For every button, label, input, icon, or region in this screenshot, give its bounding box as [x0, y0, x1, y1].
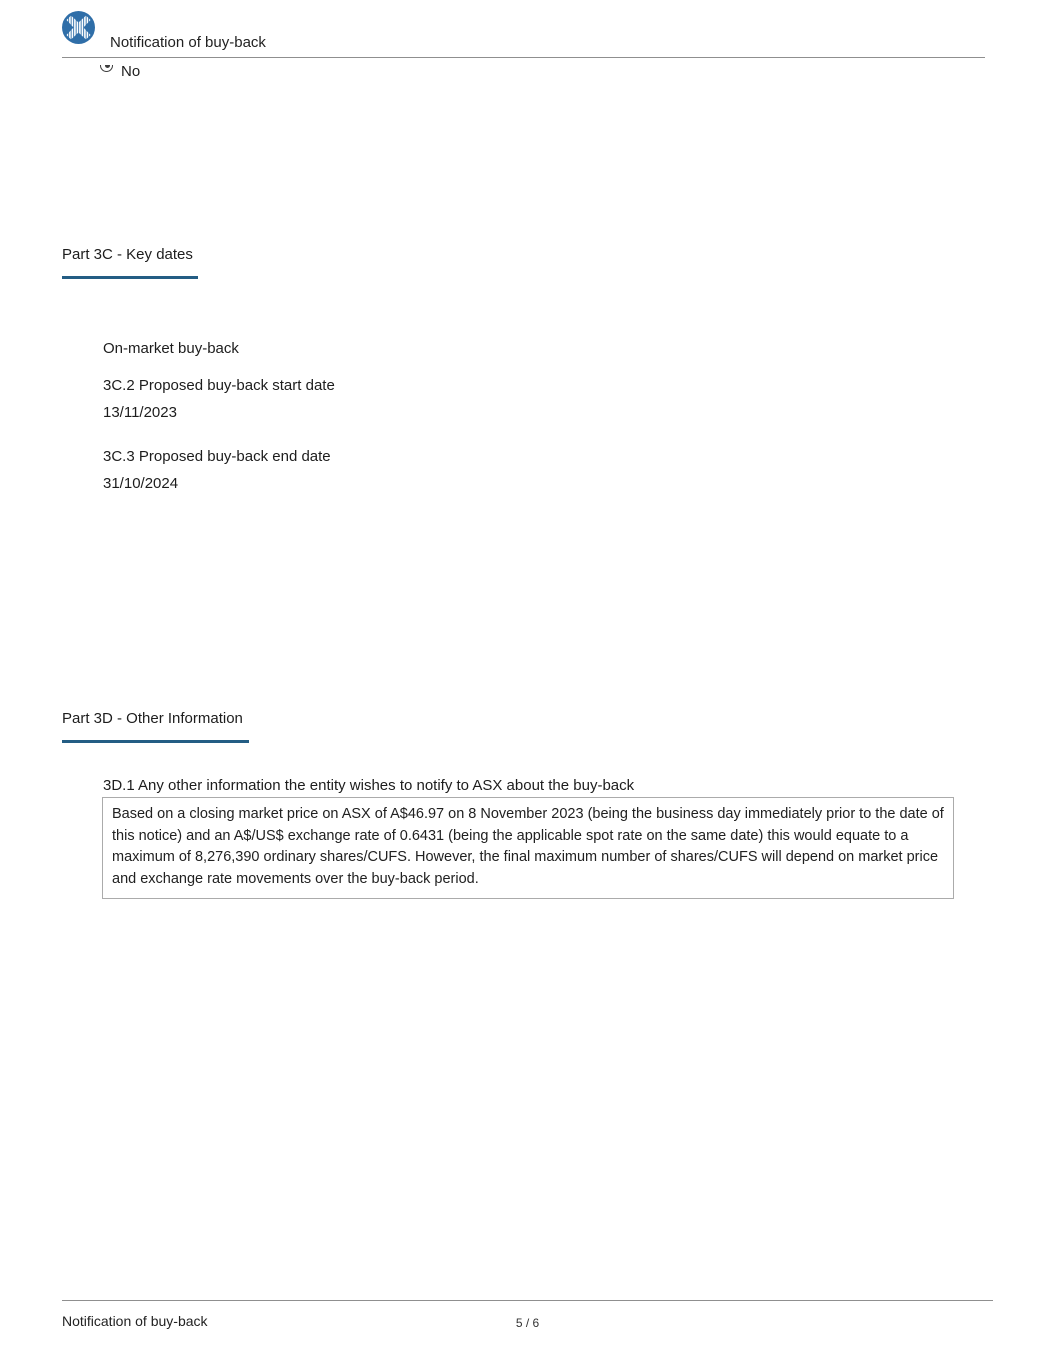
question-label-3d1: 3D.1 Any other information the entity wishes to notify to ASX about the buy-back [103, 777, 635, 794]
section-title-3c: Part 3C - Key dates [62, 246, 193, 263]
field-label-end-date: 3C.3 Proposed buy-back end date [103, 448, 331, 465]
section-title-3d: Part 3D - Other Information [62, 710, 243, 727]
header-divider [62, 57, 985, 58]
radio-option-no[interactable] [100, 63, 140, 80]
page-title: Notification of buy-back [110, 34, 266, 51]
field-value-end-date: 31/10/2024 [103, 475, 179, 492]
section-underline-3c [62, 276, 198, 279]
radio-option-label: No [121, 63, 141, 80]
buyback-type-label: On-market buy-back [103, 340, 239, 357]
asx-logo-icon [62, 11, 95, 44]
field-value-start-date: 13/11/2023 [103, 404, 177, 421]
radio-selected-icon[interactable] [100, 65, 115, 77]
footer-divider [62, 1300, 993, 1301]
footer-document-title: Notification of buy-back [62, 1313, 208, 1329]
field-label-start-date: 3C.2 Proposed buy-back start date [103, 377, 335, 394]
page-number: 5 / 6 [515, 1316, 540, 1330]
section-underline-3d [62, 740, 249, 743]
other-information-textbox[interactable]: Based on a closing market price on ASX of A$46.97 on 8 November 2023 (being the business day immediately prior to the date of this notice) and an A$/US$ exchange rate of 0.6431 (being the applicable spot rate on the same date) this would equate to a maximum of 8,276,390 ordinary shares/CUFS. However, the final maximum number of shares/CUFS will depend on market price and exchange rate movements over the buy-back period. [102, 797, 954, 899]
